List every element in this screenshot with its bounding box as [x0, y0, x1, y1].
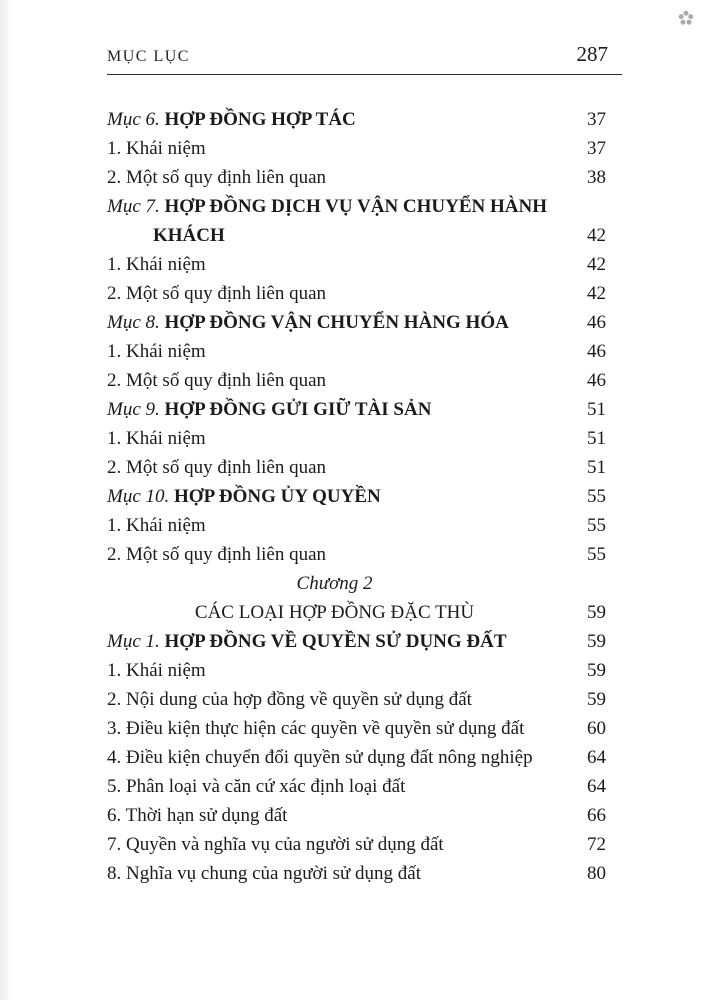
chapter-label: Chương 2 — [296, 573, 373, 594]
toc-entry-item — [107, 540, 606, 569]
entry-page: 59 — [587, 631, 606, 652]
toc-entry-item — [107, 714, 606, 743]
entry-title: 3. Điều kiện thực hiện các quyền về quyền sử dụng đất — [107, 718, 525, 739]
toc-entry-heading — [107, 308, 606, 337]
entry-page: 51 — [587, 399, 606, 420]
entry-page: 64 — [587, 747, 606, 768]
entry-title: HỢP ĐỒNG DỊCH VỤ VẬN CHUYỂN HÀNH KHÁCH — [153, 196, 548, 246]
entry-title: 1. Khái niệm — [107, 428, 206, 449]
entry-page: 46 — [587, 370, 606, 391]
flower-ornament-icon — [678, 10, 694, 26]
entry-page: 38 — [587, 167, 606, 188]
entry-page: 55 — [587, 515, 606, 536]
entry-page: 64 — [587, 776, 606, 797]
chapter-title: CÁC LOẠI HỢP ĐỒNG ĐẶC THÙ — [194, 602, 475, 623]
entry-title: 8. Nghĩa vụ chung của người sử dụng đất — [107, 863, 422, 884]
toc-entry-item — [107, 656, 606, 685]
entry-title: 2. Một số quy định liên quan — [107, 370, 327, 391]
entry-title: 1. Khái niệm — [107, 254, 206, 275]
entry-page: 59 — [587, 660, 606, 681]
toc-entry-item — [107, 366, 606, 395]
entry-text — [107, 192, 562, 250]
entry-title: 2. Một số quy định liên quan — [107, 457, 327, 478]
toc-entry-item — [107, 772, 606, 801]
toc-entry-item — [107, 801, 606, 830]
entry-page: 59 — [587, 689, 606, 710]
entry-page: 80 — [587, 863, 606, 884]
toc-entry-heading — [107, 627, 606, 656]
entry-title: 6. Thời hạn sử dụng đất — [107, 805, 288, 826]
toc-chapter-label — [107, 569, 606, 598]
entry-title: 7. Quyền và nghĩa vụ của người sử dụng đất — [107, 834, 444, 855]
entry-title: 1. Khái niệm — [107, 660, 206, 681]
page-number: 287 — [576, 42, 608, 66]
entry-prefix: Mục 10. — [107, 486, 170, 507]
header-title: MỤC LỤC — [107, 48, 190, 65]
entry-prefix: Mục 8. — [107, 312, 160, 333]
toc-entry-item — [107, 424, 606, 453]
table-of-contents — [107, 105, 622, 888]
entry-prefix: Mục 6. — [107, 109, 160, 130]
entry-page: 42 — [587, 254, 606, 275]
entry-title: 2. Một số quy định liên quan — [107, 283, 327, 304]
toc-entry-item — [107, 337, 606, 366]
entry-title: 5. Phân loại và căn cứ xác định loại đất — [107, 776, 406, 797]
entry-prefix: Mục 9. — [107, 399, 160, 420]
entry-title: 2. Nội dung của hợp đồng về quyền sử dụng đất — [107, 689, 472, 710]
entry-text — [107, 308, 562, 337]
entry-title: 4. Điều kiện chuyển đổi quyền sử dụng đất nông nghiệp — [107, 747, 533, 768]
entry-text — [107, 482, 562, 511]
entry-title: 2. Một số quy định liên quan — [107, 544, 327, 565]
entry-title: HỢP ĐỒNG ỦY QUYỀN — [174, 486, 381, 507]
toc-entry-item — [107, 685, 606, 714]
toc-entry-item — [107, 279, 606, 308]
toc-entry-item — [107, 859, 606, 888]
entry-page: 51 — [587, 428, 606, 449]
entry-title: 1. Khái niệm — [107, 341, 206, 362]
toc-entry-item — [107, 830, 606, 859]
entry-page: 66 — [587, 805, 606, 826]
entry-page: 55 — [587, 486, 606, 507]
entry-title: HỢP ĐỒNG VẬN CHUYỂN HÀNG HÓA — [164, 312, 509, 333]
toc-entry-item — [107, 743, 606, 772]
entry-page: 42 — [587, 225, 606, 246]
entry-title: 1. Khái niệm — [107, 515, 206, 536]
entry-prefix: Mục 7. — [107, 196, 160, 217]
entry-page: 72 — [587, 834, 606, 855]
entry-title: HỢP ĐỒNG VỀ QUYỀN SỬ DỤNG ĐẤT — [164, 631, 507, 652]
entry-text — [107, 105, 562, 134]
entry-text — [107, 627, 562, 656]
entry-page: 55 — [587, 544, 606, 565]
entry-page: 42 — [587, 283, 606, 304]
toc-entry-heading — [107, 192, 606, 250]
entry-prefix: Mục 1. — [107, 631, 160, 652]
toc-entry-item — [107, 250, 606, 279]
entry-page: 59 — [587, 602, 606, 623]
toc-entry-heading — [107, 105, 606, 134]
entry-page: 51 — [587, 457, 606, 478]
toc-entry-heading — [107, 482, 606, 511]
toc-entry-item — [107, 163, 606, 192]
toc-entry-item — [107, 511, 606, 540]
entry-page: 46 — [587, 312, 606, 333]
toc-chapter-title — [107, 598, 606, 627]
page-gutter-shade — [0, 0, 12, 1000]
entry-text — [107, 395, 562, 424]
entry-page: 37 — [587, 109, 606, 130]
toc-entry-item — [107, 134, 606, 163]
toc-entry-heading — [107, 395, 606, 424]
entry-page: 46 — [587, 341, 606, 362]
entry-title: HỢP ĐỒNG GỬI GIỮ TÀI SẢN — [164, 399, 432, 420]
entry-page: 37 — [587, 138, 606, 159]
entry-title: 1. Khái niệm — [107, 138, 206, 159]
page-header — [107, 42, 622, 75]
toc-entry-item — [107, 453, 606, 482]
entry-title: HỢP ĐỒNG HỢP TÁC — [164, 109, 356, 130]
entry-page: 60 — [587, 718, 606, 739]
entry-title: 2. Một số quy định liên quan — [107, 167, 327, 188]
